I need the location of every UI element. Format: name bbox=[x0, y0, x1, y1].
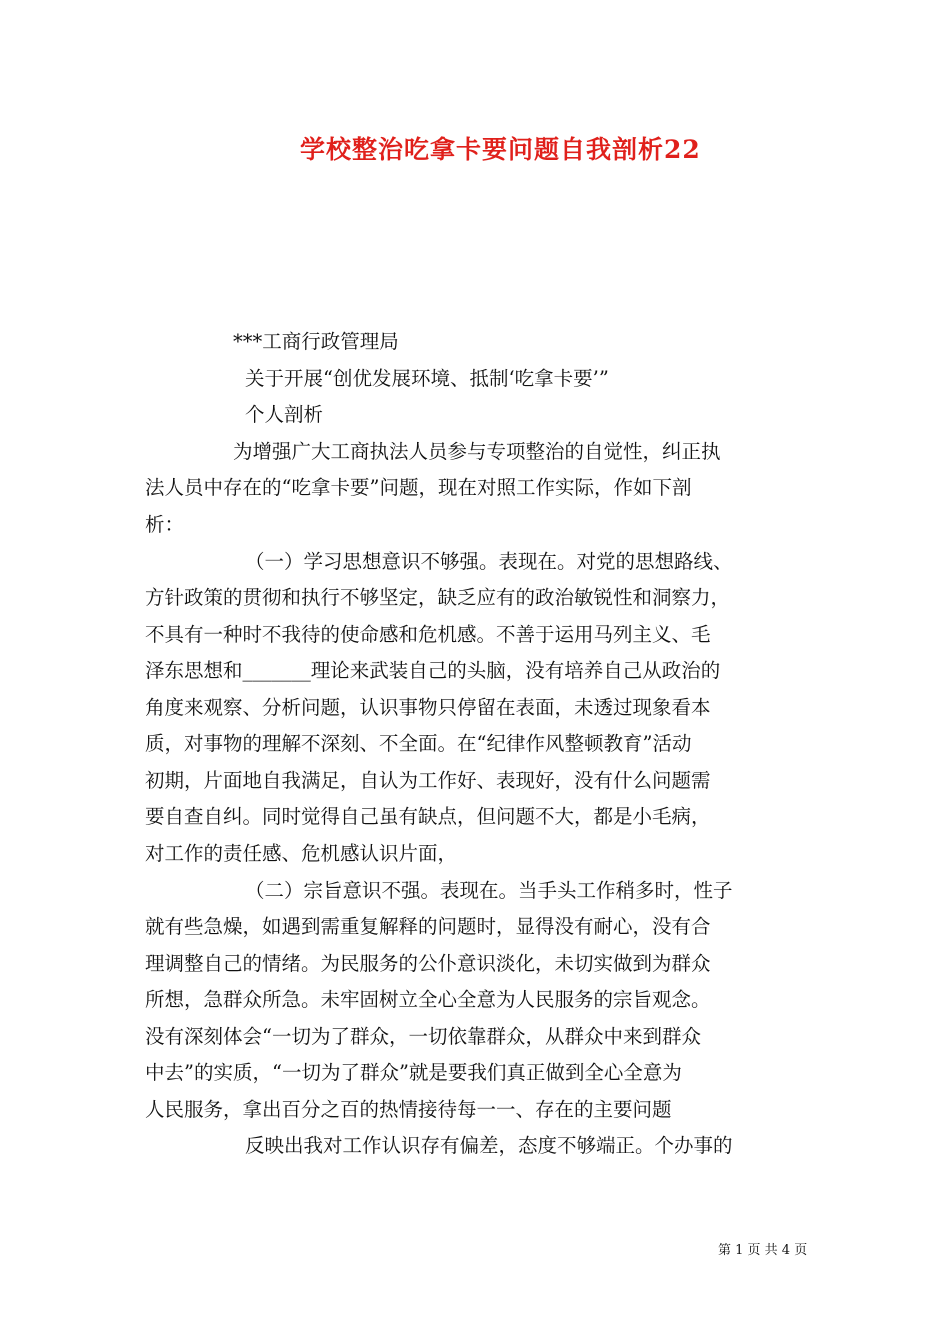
page-title: 学校整治吃拿卡要问题自我剖析22 bbox=[300, 135, 701, 164]
para-one-line-6: 质，对事物的理解不深刻、不全面。在“纪律作风整顿教育”活动 bbox=[145, 732, 692, 755]
intro-line-1: 为增强广大工商执法人员参与专项整治的自觉性，纠正执 bbox=[233, 440, 721, 463]
para-one-line-2: 方针政策的贯彻和执行不够坚定，缺乏应有的政治敏锐性和洞察力， bbox=[145, 586, 731, 609]
para-two-line-2: 就有些急燥，如遇到需重复解释的问题时，显得没有耐心，没有合 bbox=[145, 915, 711, 938]
para-one-line-5: 角度来观察、分析问题，认识事物只停留在表面，未透过现象看本 bbox=[145, 696, 711, 719]
para-two-line-7: 人民服务，拿出百分之百的热情接待每一一、存在的主要问题 bbox=[145, 1098, 672, 1121]
para-one-line-8: 要自查自纠。同时觉得自己虽有缺点，但问题不大，都是小毛病， bbox=[145, 805, 711, 828]
para-two-line-4: 所想，急群众所急。未牢固树立全心全意为人民服务的宗旨观念。 bbox=[145, 988, 711, 1011]
para-one-line-4: 泽东思想和_______理论来武装自己的头脑，没有培养自己从政治的 bbox=[145, 659, 721, 682]
para-three-line-1: 反映出我对工作认识存有偏差，态度不够端正。个办事的 bbox=[245, 1134, 733, 1157]
para-two-line-5: 没有深刻体会“一切为了群众，一切依靠群众，从群众中来到群众 bbox=[145, 1025, 701, 1048]
para-two-line-1: （二）宗旨意识不强。表现在。当手头工作稍多时，性子 bbox=[245, 879, 733, 902]
intro-line-2: 法人员中存在的“吃拿卡要”问题，现在对照工作实际，作如下剖 bbox=[145, 476, 692, 499]
header-line-1: ***工商行政管理局 bbox=[233, 330, 399, 353]
para-one-line-3: 不具有一种时不我待的使命感和危机感。不善于运用马列主义、毛 bbox=[145, 623, 711, 646]
intro-line-3: 析： bbox=[145, 513, 185, 536]
para-two-line-6: 中去”的实质，“一切为了群众”就是要我们真正做到全心全意为 bbox=[145, 1061, 682, 1084]
para-one-line-1: （一）学习思想意识不够强。表现在。对党的思想路线、 bbox=[245, 550, 733, 573]
header-line-3: 个人剖析 bbox=[245, 403, 324, 426]
page-footer: 第 1 页 共 4 页 bbox=[718, 1243, 808, 1258]
para-two-line-3: 理调整自己的情绪。为民服务的公仆意识淡化，未切实做到为群众 bbox=[145, 952, 711, 975]
header-line-2: 关于开展“创优发展环境、抵制‘吃拿卡要’” bbox=[245, 367, 609, 390]
para-one-line-9: 对工作的责任感、危机感认识片面， bbox=[145, 842, 458, 865]
para-one-line-7: 初期，片面地自我满足，自认为工作好、表现好，没有什么问题需 bbox=[145, 769, 711, 792]
